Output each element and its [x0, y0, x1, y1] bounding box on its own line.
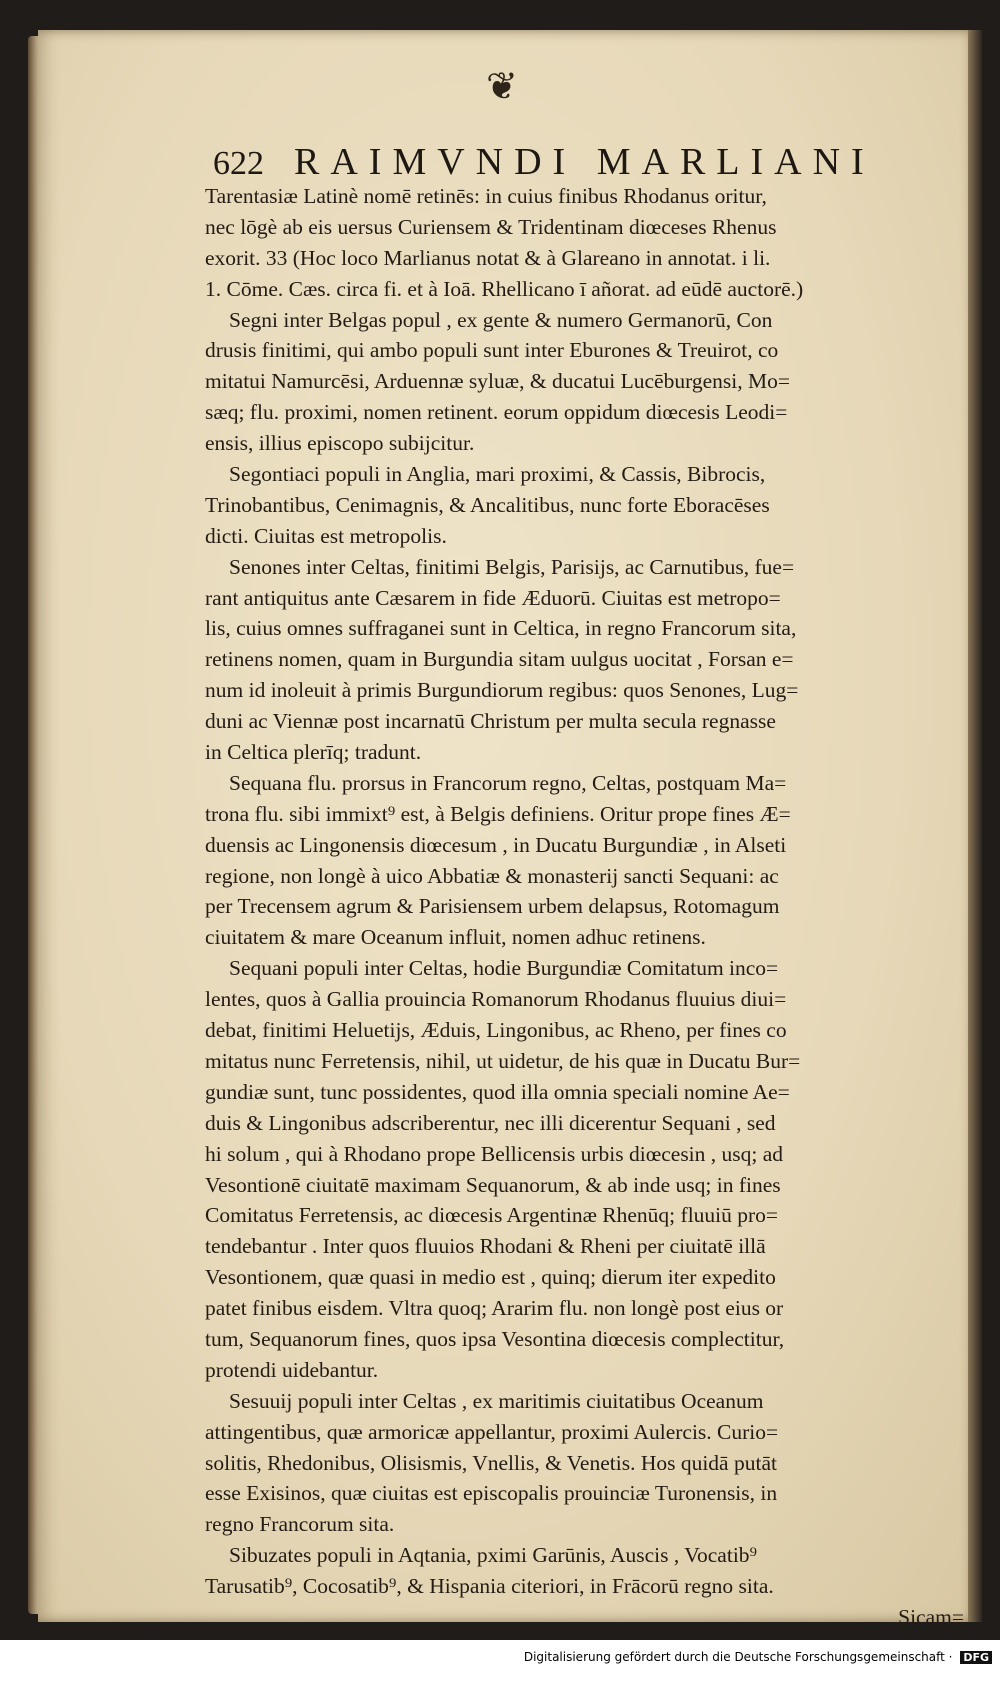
text-line: protendi uidebantur. — [205, 1357, 379, 1382]
text-line: mitatui Namurcēsi, Arduennæ syluæ, & ducatui Lucēburgensi, Mo= — [205, 369, 790, 394]
text-line: duis & Lingonibus adscriberentur, nec illi dicerentur Sequani , sed — [205, 1110, 776, 1135]
text-line: Vesontionē ciuitatē maximam Sequanorum, & ab inde usq; in fines — [205, 1172, 781, 1197]
text-line: Senones inter Celtas, finitimi Belgis, Parisijs, ac Carnutibus, fue= — [229, 554, 795, 579]
footer-credit: Digitalisierung gefördert durch die Deutsche Forschungsgemeinschaft · — [523, 1650, 953, 1664]
text-line: Sesuuij populi inter Celtas , ex maritimis ciuitatibus Oceanum — [229, 1388, 764, 1413]
text-line: Sibuzates populi in Aqtania, pximi Garūnis, Auscis , Vocatib⁹ — [229, 1543, 758, 1568]
text-line: lentes, quos à Gallia prouincia Romanorum Rhodanus fluuius diui= — [205, 987, 787, 1012]
text-line: lis, cuius omnes suffraganei sunt in Celtica, in regno Francorum sita, — [205, 616, 797, 641]
text-line: debat, finitimi Heluetijs, Æduis, Lingonibus, ac Rheno, per fines co — [205, 1018, 787, 1043]
text-line: retinens nomen, quam in Burgundia sitam uulgus uocitat , Forsan e= — [205, 647, 794, 672]
footer — [0, 1650, 992, 1664]
main-text — [205, 181, 970, 1633]
ornament-icon: ❦ — [486, 64, 518, 108]
text-line: in Celtica plerīq; tradunt. — [205, 740, 422, 765]
text-line: drusis finitimi, qui ambo populi sunt inter Eburones & Treuirot, co — [205, 338, 779, 363]
text-line: Segni inter Belgas popul , ex gente & numero Germanorū, Con — [229, 307, 773, 332]
text-line: Sequani populi inter Celtas, hodie Burgundiæ Comitatum inco= — [229, 956, 779, 981]
text-line: ciuitatem & mare Oceanum influit, nomen adhuc retinens. — [205, 925, 706, 950]
text-line: esse Exisinos, quæ ciuitas est episcopalis prouinciæ Turonensis, in — [205, 1481, 778, 1506]
text-line: Tarusatib⁹, Cocosatib⁹, & Hispania citeriori, in Frācorū regno sita. — [205, 1574, 774, 1599]
text-line: Sequana flu. prorsus in Francorum regno, Celtas, postquam Ma= — [229, 770, 787, 795]
text-line: patet finibus eisdem. Vltra quoq; Ararim flu. non longè post eius or — [205, 1296, 784, 1321]
text-line: Sicam= — [898, 1604, 964, 1629]
text-line: Vesontionem, quæ quasi in medio est , quinq; dierum iter expedito — [205, 1265, 776, 1290]
text-line: regno Francorum sita. — [205, 1512, 395, 1537]
dfg-logo: DFG — [960, 1651, 992, 1664]
text-line: num id inoleuit à primis Burgundiorum regibus: quos Senones, Lug= — [205, 678, 799, 703]
text-line: duni ac Viennæ post incarnatū Christum per multa secula regnasse — [205, 709, 776, 734]
text-line: exorit. 33 (Hoc loco Marlianus notat & à Glareano in annotat. i li. — [205, 245, 771, 270]
text-line: solitis, Rhedonibus, Olisismis, Vnellis, & Venetis. Hos quidā putāt — [205, 1450, 777, 1475]
gutter-shadow — [968, 30, 982, 1622]
text-line: ensis, illius episcopo subijcitur. — [205, 431, 475, 456]
text-line: gundiæ sunt, tunc possidentes, quod illa omnia speciali nomine Ae= — [205, 1079, 790, 1104]
text-line: Trinobantibus, Cenimagnis, & Ancalitibus, nunc forte Eboracēses — [205, 492, 770, 517]
text-line: trona flu. sibi immixt⁹ est, à Belgis definiens. Oritur prope fines Æ= — [205, 801, 791, 826]
page-number: 622 — [213, 145, 264, 182]
text-line: sæq; flu. proximi, nomen retinent. eorum oppidum diœcesis Leodi= — [205, 400, 788, 425]
text-line: attingentibus, quæ armoricæ appellantur, proximi Aulercis. Curio= — [205, 1419, 779, 1444]
page-title: RAIMVNDI MARLIANI — [294, 141, 875, 183]
text-line: per Trecensem agrum & Parisiensem urbem delapsus, Rotomagum — [205, 894, 780, 919]
text-line: nec lōgè ab eis uersus Curiensem & Tridentinam diœceses Rhenus — [205, 214, 777, 239]
text-line: mitatus nunc Ferretensis, nihil, ut uidetur, de his quæ in Ducatu Bur= — [205, 1048, 801, 1073]
text-line: duensis ac Lingonensis diœcesum , in Ducatu Burgundiæ , in Alseti — [205, 832, 787, 857]
text-line: tendebantur . Inter quos fluuios Rhodani & Rheni per ciuitatē illā — [205, 1234, 766, 1259]
text-line: Comitatus Ferretensis, ac diœcesis Argentinæ Rhenūq; fluuiū pro= — [205, 1203, 779, 1228]
text-line: regione, non longè à uico Abbatiæ & monasterij sancti Sequani: ac — [205, 863, 779, 888]
text-line: dicti. Ciuitas est metropolis. — [205, 523, 447, 548]
running-head — [213, 140, 973, 184]
text-line: tum, Sequanorum fines, quos ipsa Vesontina diœcesis complectitur, — [205, 1326, 785, 1351]
text-line: rant antiquitus ante Cæsarem in fide Æduorū. Ciuitas est metropo= — [205, 585, 781, 610]
text-line: Tarentasiæ Latinè nomē retinēs: in cuius finibus Rhodanus oritur, — [205, 184, 767, 208]
text-line: 1. Cōme. Cæs. circa fi. et à Ioā. Rhellicano ī añorat. ad eūdē auctorē.) — [205, 276, 804, 301]
text-line: Segontiaci populi in Anglia, mari proximi, & Cassis, Bibrocis, — [229, 462, 766, 487]
text-line: hi solum , qui à Rhodano prope Bellicensis urbis diœcesin , usq; ad — [205, 1141, 784, 1166]
